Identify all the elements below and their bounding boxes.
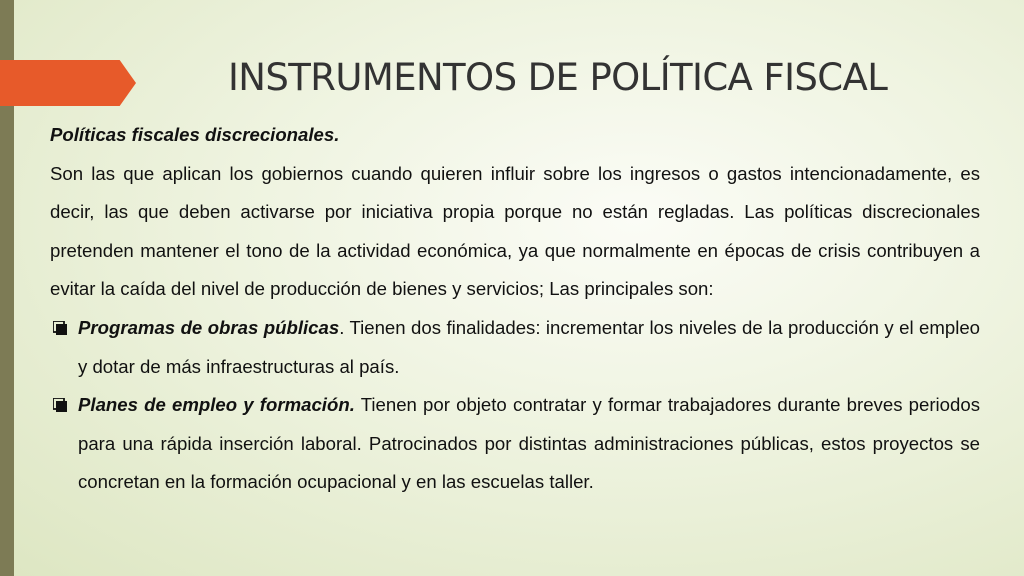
checkbox-square-icon — [53, 321, 67, 335]
slide-title: INSTRUMENTOS DE POLÍTICA FISCAL — [228, 56, 888, 99]
bullet-text: Tienen dos finalidades: incrementar los niveles de la producción y el empleo y dotar de más infraestructuras al país. — [78, 316, 981, 377]
bullet-title: Planes de empleo y formación. — [78, 394, 355, 416]
bullet-title: Programas de obras públicas — [78, 316, 340, 338]
title-arrow-decoration — [0, 60, 136, 106]
list-item — [50, 309, 980, 386]
slide-content — [50, 116, 980, 502]
bullet-list — [50, 309, 980, 502]
bullet-separator: . — [339, 316, 350, 338]
checkbox-square-icon — [53, 398, 67, 412]
subtitle: Políticas fiscales discrecionales. — [50, 124, 340, 145]
bullet-text: Tienen por objeto contratar y formar trabajadores durante breves periodos para una rápida inserción laboral. Patrocinados por distintas administraciones públicas, estos proyectos se concretan en la formación ocupacional y en las escuelas taller. — [78, 394, 980, 493]
list-item — [50, 386, 980, 502]
intro-paragraph: Son las que aplican los gobiernos cuando quieren influir sobre los ingresos o gastos intencionadamente, es decir, las que deben activarse por iniciativa propia porque no están regladas. Las políticas discrecionales pretenden mantener el tono de la actividad económica, ya que normalmente en épocas de crisis contribuyen a evitar la caída del nivel de producción de bienes y servicios; Las principales son: — [50, 162, 980, 300]
